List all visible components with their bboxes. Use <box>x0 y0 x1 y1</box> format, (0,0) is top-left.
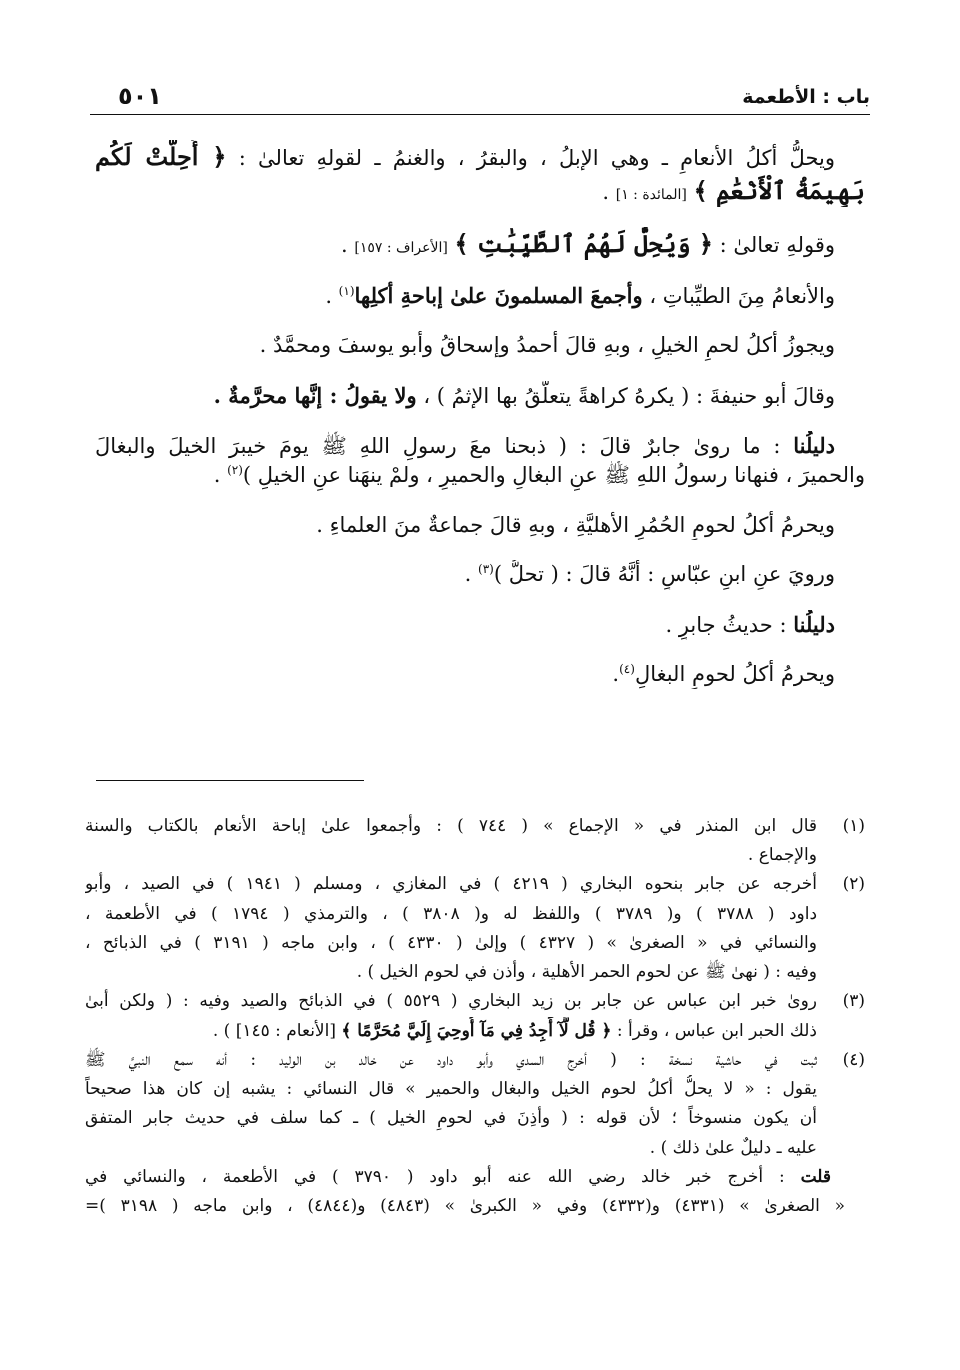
footnote-1 <box>85 812 865 870</box>
text-bold-segment: ولا يقولُ : إنَّها محرَّمةٌ . <box>213 382 417 408</box>
text-segment: ويحلُّ أكلُ الأنعامِ ـ وهي الإبلُ ، والبقرُ ، والغنمُ ـ لقولهِ تعالىٰ : <box>238 146 835 170</box>
footnote-3 <box>85 987 865 1045</box>
quran-verse: بَهِيمَةُ ٱلْأَنْعَٰمِ ﴾ <box>693 175 865 205</box>
paragraph-9 <box>95 610 865 640</box>
text-segment: ويحرمُ أكلُ لحومِ البغالِ <box>634 661 835 686</box>
paragraph-4: ويجوزُ أكلُ لحمِ الخيلِ ، وبهِ قالَ أحمدُ وإسحاقُ وأبو يوسفَ ومحمَّدٌ . <box>259 333 835 358</box>
footnote-line: عليه ـ دليلٌ علىٰ ذلك ) . <box>649 1137 817 1158</box>
verse-reference: [الأعراف : ١٥٧] <box>354 240 448 257</box>
footnote-number: (١) <box>842 816 865 836</box>
footnote-number: (٣) <box>842 991 865 1012</box>
paragraph-10 <box>95 660 865 689</box>
footnote-ref-1[interactable]: (١) <box>338 283 355 298</box>
text-segment: . <box>464 562 478 587</box>
evidence-label: دليلُنا <box>793 432 835 458</box>
footnote-line: وفيه : ( نهىٰ ﷺ عن لحوم الحمر الأهلية ، وأذن في لحوم الخيل ) . <box>356 962 817 983</box>
text-segment: وقولهِ تعالىٰ : <box>719 233 835 258</box>
paragraph-1-line-2 <box>95 174 865 208</box>
footnote-line: داود ( ٣٧٨٨ ) و( ٣٧٨٩ ) واللفظ له و( ٣٨٠٨ ) ، والترمذي ( ١٧٩٤ ) في الأطعمة ، <box>85 903 817 924</box>
chapter-title: باب : الأطعمة <box>742 86 870 108</box>
footnote-line <box>85 1017 817 1046</box>
footnote-line: والإجماع . <box>747 845 817 866</box>
text-segment: : ما روىٰ جابرٌ قالَ : ( ذبحنا معَ رسولِ اللهِ ﷺ يومَ خيبرَ الخيلَ والبغالَ <box>95 433 794 458</box>
text-segment: . <box>612 661 620 686</box>
paragraph-2 <box>95 227 865 261</box>
text-segment: وقالَ أبو حنيفةَ : ( يكرهُ كراهةً يتعلَّقُ بها الإثمُ ) ، <box>416 383 835 408</box>
paragraph-5 <box>95 381 865 411</box>
text-segment: ورويَ عنِ ابنِ عبّاسٍ : أنَّهُ قالَ : ( تحلُّ ) <box>493 562 835 587</box>
text-segment: . <box>340 233 355 258</box>
paragraph-7: ويحرمُ أكلُ لحومِ الحُمُرِ الأهليَّةِ ، وبهِ قالَ جماعةٌ منَ العلماءِ . <box>316 512 835 537</box>
text-segment: والأنعامُ مِنَ الطيِّباتِ ، <box>642 283 835 308</box>
footnote-line: روىٰ خبر ابن عباس عن جابر بن زيد البخاري ( ٥٥٢٩ ) في الذبائح والصيد وفيه : ( ولكن أبىٰ <box>85 991 817 1012</box>
page-header <box>90 80 870 115</box>
footnote-line: والنسائي في « الصغرىٰ » ( ٤٣٢٧ ) وإلىٰ ( ٤٣٣٠ ) ، وابن ماجه ( ٣١٩١ ) في الذبائح ، <box>85 932 817 953</box>
quran-verse: ﴿ وَيُحِلُّ لَهُمُ ٱلطَّيِّبَٰتِ ﴾ <box>454 229 713 259</box>
footnote-ref-3[interactable]: (٣) <box>478 562 494 577</box>
footnote-number: (٢) <box>842 874 865 895</box>
paragraph-3 <box>95 281 865 311</box>
evidence-label: دليلُنا <box>793 611 835 637</box>
text-segment: . <box>602 179 616 204</box>
footnote-line: « الصغرىٰ » (٤٣٣١) و(٤٣٣٢) وفي « الكبرىٰ » (٤٨٤٣) و(٤٨٤٤) ، وابن ماجه ( ٣١٩٨ )= <box>85 1196 845 1217</box>
footnote-2 <box>85 870 865 987</box>
main-text <box>95 140 865 689</box>
page-number: ٥٠١ <box>118 82 162 110</box>
text-segment: والحميرَ ، فنهانا رسولُ اللهِ ﷺ عنِ البغالِ والحميرِ ، ولمْ ينهَنا عنِ الخيلِ ) <box>242 463 865 488</box>
footnote-line: أخرجه عن جابر بنحوه البخاري ( ٤٢١٩ ) في المغازي ، ومسلم ( ١٩٤١ ) في الصيد ، وأبو <box>85 874 817 895</box>
footnote-4 <box>85 1046 865 1163</box>
text-segment: [الأنعام : ١٤٥] ) . <box>212 1020 342 1041</box>
footnote-line: ثبت في حاشية نسخة : ( أخرج السدي وأبو داود عن خالد بن الوليد : أنه سمع النبيَّ ﷺ <box>85 1049 817 1070</box>
verse-reference: [المائدة : ١] <box>615 186 687 203</box>
footnotes <box>85 812 865 1221</box>
quran-verse: ﴿ قُل لَّآ أَجِدُ فِي مَآ أُوحِيَ إِلَيَّ مُحَرَّمًا ﴾ <box>341 1020 612 1041</box>
text-segment: . <box>325 283 339 308</box>
footnote-number: (٤) <box>842 1049 865 1070</box>
paragraph-6-line-1 <box>95 431 865 461</box>
footnote-ref-2[interactable]: (٢) <box>227 463 243 478</box>
paragraph-6-line-2 <box>95 461 865 490</box>
paragraph-1-line-1 <box>95 140 865 174</box>
quran-verse: ﴿ أُحِلَّتْ لَكُم <box>95 142 227 171</box>
text-segment: ذلك الحبر ابن عباس ، وقرأ : <box>611 1020 817 1041</box>
text-segment: : أخرج خبر خالد رضي الله عنه أبو داود ( ٣٧٩٠ ) في الأطعمة ، والنسائي في <box>85 1166 801 1187</box>
footnote-line: يقول : « لا يحلُّ أكلُ لحوم الخيل والبغال والحمير » قال النسائي : يشبه إن كان هذا صحيحاً <box>85 1079 817 1100</box>
footnote-ref-4[interactable]: (٤) <box>619 661 635 676</box>
paragraph-8 <box>95 560 865 589</box>
text-bold-segment: وأجمعَ المسلمونَ علىٰ إباحةِ أكلِها <box>354 282 643 308</box>
footnote-line <box>85 1163 845 1192</box>
text-segment: . <box>213 463 228 488</box>
text-segment: : حديثُ جابرٍ . <box>665 612 794 637</box>
footnote-separator <box>96 780 364 781</box>
footnote-line: أن يكون منسوخاً ؛ لأن قوله : ( وأذِنَ في لحومِ الخيل ) ـ كما سلف في حديث جابر المتفق <box>85 1108 817 1129</box>
footnote-comment <box>85 1163 865 1221</box>
footnote-line: قال ابن المنذر في « الإجماع » ( ٧٤٤ ) : وأجمعوا علىٰ إباحة الأنعام بالكتاب والسنة <box>85 816 817 836</box>
comment-label: قلت <box>800 1166 832 1187</box>
